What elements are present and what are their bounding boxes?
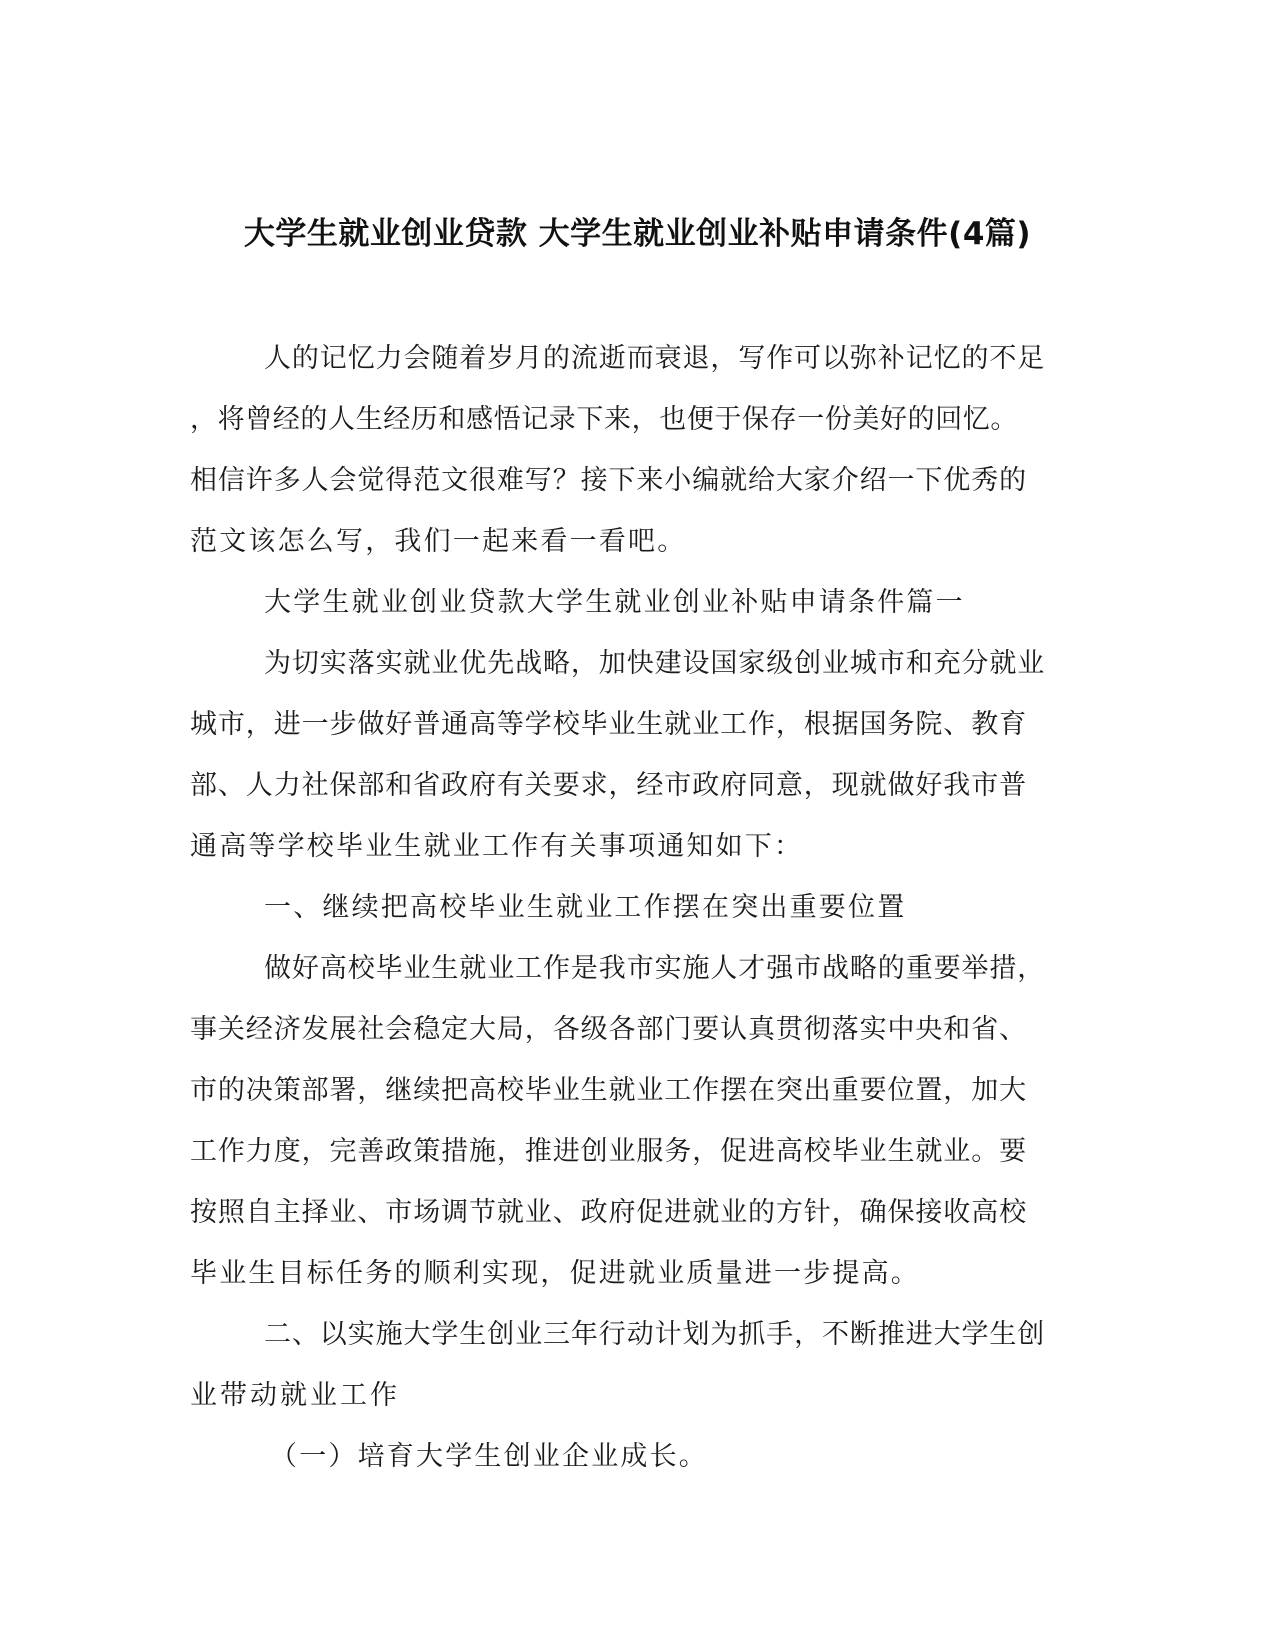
document-title: 大学生就业创业贷款 大学生就业创业补贴申请条件(4篇) bbox=[243, 216, 1032, 252]
paragraph-line: 人的记忆力会随着岁月的流逝而衰退，写作可以弥补记忆的不足 bbox=[264, 343, 1046, 374]
document-body bbox=[190, 328, 1075, 1487]
subsection-heading: （一）培育大学生创业企业成长。 bbox=[270, 1441, 708, 1472]
section-heading: 业带动就业工作 bbox=[190, 1380, 400, 1411]
paragraph-line: 毕业生目标任务的顺利实现，促进就业质量进一步提高。 bbox=[190, 1258, 920, 1289]
paragraph-line: ，将曾经的人生经历和感悟记录下来，也便于保存一份美好的回忆。 bbox=[190, 404, 1018, 435]
section-heading: 一、继续把高校毕业生就业工作摆在突出重要位置 bbox=[264, 892, 907, 923]
paragraph-line: 部、人力社保部和省政府有关要求，经市政府同意，现就做好我市普 bbox=[190, 770, 1027, 801]
paragraph-line: 为切实落实就业优先战略，加快建设国家级创业城市和充分就业 bbox=[264, 648, 1046, 679]
paragraph-line: 相信许多人会觉得范文很难写？接下来小编就给大家介绍一下优秀的 bbox=[190, 465, 1027, 496]
section-heading: 大学生就业创业贷款大学生就业创业补贴申请条件篇一 bbox=[264, 587, 965, 618]
paragraph-line: 通高等学校毕业生就业工作有关事项通知如下： bbox=[190, 831, 804, 862]
paragraph-line: 做好高校毕业生就业工作是我市实施人才强市战略的重要举措， bbox=[264, 953, 1046, 984]
paragraph-line: 按照自主择业、市场调节就业、政府促进就业的方针，确保接收高校 bbox=[190, 1197, 1027, 1228]
paragraph-line: 市的决策部署，继续把高校毕业生就业工作摆在突出重要位置，加大 bbox=[190, 1075, 1027, 1106]
paragraph-line: 工作力度，完善政策措施，推进创业服务，促进高校毕业生就业。要 bbox=[190, 1136, 1027, 1167]
paragraph-line: 事关经济发展社会稳定大局，各级各部门要认真贯彻落实中央和省、 bbox=[190, 1014, 1027, 1045]
paragraph-line: 城市，进一步做好普通高等学校毕业生就业工作，根据国务院、教育 bbox=[190, 709, 1027, 740]
section-heading: 二、以实施大学生创业三年行动计划为抓手，不断推进大学生创 bbox=[264, 1319, 1046, 1350]
paragraph-line: 范文该怎么写，我们一起来看一看吧。 bbox=[190, 526, 687, 557]
